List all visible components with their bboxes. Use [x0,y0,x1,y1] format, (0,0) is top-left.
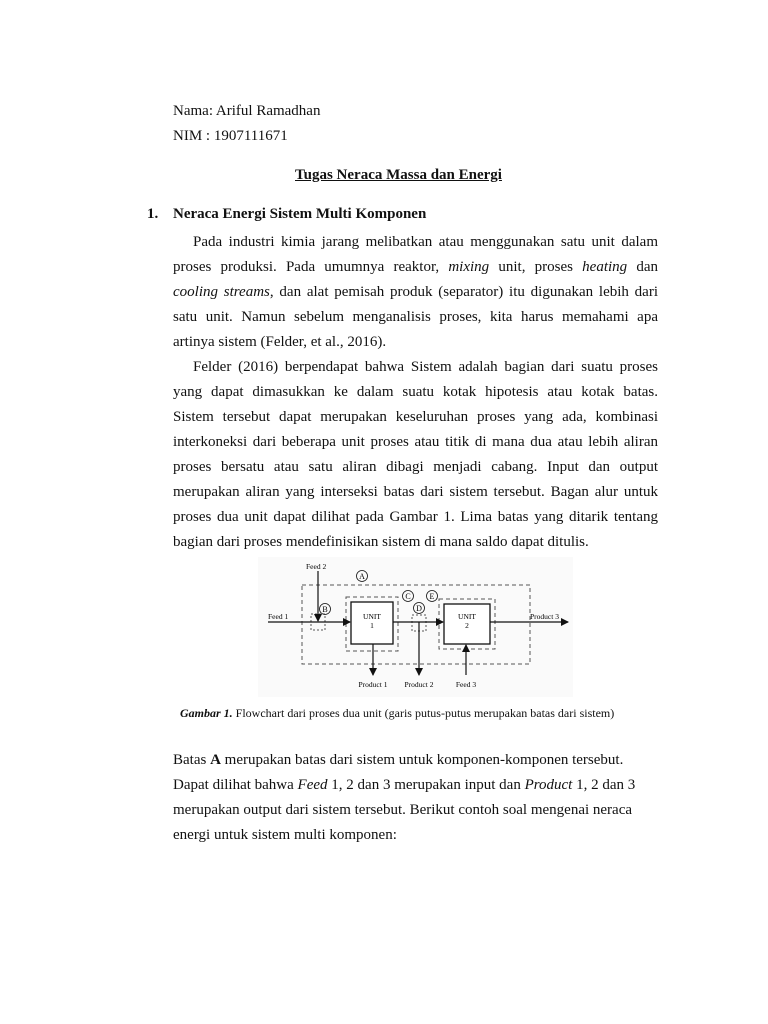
paragraph-line: yang dapat dimasukkan ke dalam suatu kotak hipotesis atau kotak batas. [173,384,658,400]
feed-2-label: Feed 2 [306,562,327,571]
unit-1-number: 1 [370,621,374,630]
boundary-d-label: D [416,604,422,613]
product-1-label: Product 1 [358,680,388,689]
process-flowchart-figure [258,557,573,697]
paragraph-line: Pada industri kimia jarang melibatkan atau menggunakan satu unit dalam [193,234,658,250]
boundary-a-label: A [359,572,365,581]
paragraph-line: merupakan aliran yang interseksi batas dari sistem tersebut. Bagan alur untuk [173,484,658,500]
paragraph-line: proses bersatu atau satu aliran dibagi menjadi cabang. Input dan output [173,459,658,475]
paragraph-line: Felder (2016) berpendapat bahwa Sistem adalah bagian dari suatu proses [193,359,658,375]
paragraph-line: satu unit. Namun sebelum menganalisis proses, kita harus memahami apa [173,309,658,325]
paragraph-line: proses produksi. Pada umumnya reaktor, mixing unit, proses heating dan [173,259,659,275]
paragraph-line: proses dua unit dapat dilihat pada Gambar 1. Lima batas yang ditarik tentang [173,509,658,525]
paragraph-line: energi untuk sistem multi komponen: [173,827,397,843]
student-nim: NIM : 1907111671 [173,128,288,144]
feed-1-label: Feed 1 [268,612,289,621]
paragraph-line: interkoneksi dari beberapa unit proses atau titik di mana dua atau lebih aliran [173,434,658,450]
paragraph-line: Dapat dilihat bahwa Feed 1, 2 dan 3 merupakan input dan Product 1, 2 dan 3 [173,777,636,793]
boundary-e-label: E [429,592,435,601]
paragraph-line: Sistem tersebut dapat merupakan keseluruhan proses yang ada, kombinasi [173,409,658,425]
student-name: Nama: Ariful Ramadhan [173,103,321,119]
document-title: Tugas Neraca Massa dan Energi [295,167,502,183]
boundary-a [302,585,530,664]
paragraph-line: merupakan output dari sistem tersebut. Berikut contoh soal mengenai neraca [173,802,633,818]
caption-label: Gambar 1. [180,706,233,720]
paragraph-line: artinya sistem (Felder, et al., 2016). [173,334,387,350]
unit-1-label: UNIT [363,612,381,621]
flowchart-svg [258,557,573,697]
paragraph-line: cooling streams, dan alat pemisah produk (separator) itu digunakan lebih dari [173,284,658,300]
section-number: 1. [147,206,159,222]
paragraph-line: Batas A merupakan batas dari sistem untuk komponen-komponen tersebut. [173,752,624,768]
caption-text: Flowchart dari proses dua unit (garis putus-putus merupakan batas dari sistem) [232,706,615,720]
product-3-label: Product 3 [530,612,559,621]
product-2-label: Product 2 [404,680,434,689]
feed-3-label: Feed 3 [455,680,477,689]
unit-2-number: 2 [465,621,469,630]
paragraph-line: bagian dari proses mendefinisikan sistem di mana saldo dapat ditulis. [173,534,589,550]
boundary-b-label: B [322,605,328,614]
boundary-c-label: C [405,592,411,601]
unit-2-label: UNIT [458,612,476,621]
section-heading: Neraca Energi Sistem Multi Komponen [173,206,427,222]
figure-caption [180,706,614,720]
